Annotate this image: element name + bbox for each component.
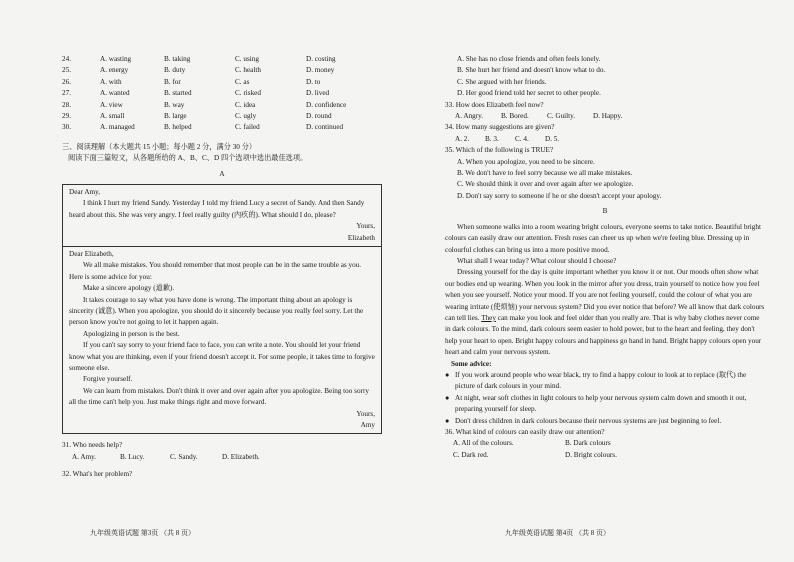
- option-d: D. Elizabeth.: [222, 452, 260, 461]
- letter2-sign-yours: Yours,: [356, 409, 375, 418]
- cloze-row: 28. A. view B. way C. idea D. confidence: [62, 100, 347, 109]
- letter2-paragraph: We all make mistakes. You should remember that most people can be in the same trouble as you. Here is some advice for you:: [69, 261, 362, 281]
- underlined-word: They: [481, 313, 496, 322]
- cloze-row: 27. A. wanted B. started C. risked D. lived: [62, 89, 330, 98]
- cloze-options-table: [62, 54, 382, 134]
- bullet-icon: ●: [445, 370, 450, 379]
- letter2-paragraph: Apologizing in person is the best.: [83, 329, 180, 338]
- passage-b-paragraph: What shall I wear today? What colour should I choose?: [457, 256, 617, 265]
- option-d: D. Bright colours.: [565, 450, 617, 459]
- passage-a-label: A: [219, 169, 225, 178]
- left-page: [62, 54, 382, 481]
- question-32-option: A. She has no close friends and often feels lonely.: [457, 55, 601, 63]
- letter2-greeting: Dear Elizabeth,: [69, 249, 114, 258]
- right-page: [445, 54, 765, 461]
- letter2-sign-name: Amy: [360, 421, 375, 430]
- option-b: B. Dark colours: [565, 439, 611, 448]
- letter1-greeting: Dear Amy,: [69, 187, 101, 196]
- option-c: C. Guilty.: [547, 112, 576, 121]
- option-d: D. Happy.: [593, 112, 623, 121]
- option-b: B. Bored.: [501, 112, 529, 121]
- passage-b: [445, 222, 765, 427]
- advice-item: ● Don't dress children in dark colours because their nervous systems are just beginning to feel.: [445, 416, 765, 427]
- passage-a-box: [62, 184, 382, 435]
- question-35-stem: 35. Which of the following is TRUE?: [445, 146, 554, 155]
- question-34-stem: 34. How many suggestions are given?: [445, 123, 555, 132]
- section-title: 三、阅读理解（本大题共 15 小题；每小题 2 分，满分 30 分）: [62, 142, 257, 151]
- option-c: C. Sandy.: [170, 452, 198, 461]
- question-36-stem: 36. What kind of colours can easily draw our attention?: [445, 428, 605, 436]
- bullet-icon: ●: [445, 416, 450, 425]
- question-36-options-row2: [445, 450, 765, 461]
- question-32-option: D. Her good friend told her secret to other people.: [457, 89, 601, 98]
- footer-left: 九年级英语试题 第3页 （共 8 页）: [90, 529, 195, 537]
- passage-b-paragraph: Dressing yourself for the day is quite important whether you know it or not. Our moods often show what our bodies end up wearing. When you look in the mirror after you dress, train yourself to notice how you feel when you see yourself. Notice your mood. If you are not feeling yourself, could the colour of what you are wearing irritate (使烦恼) your nervous system? Did you ever notice that before? We all know that dark colours can tell lies. They can make you look and feel older than you really are. That is why baby clothes never come in dark colours. To the mind, dark colours seem easier to hold power, but to the heart and feeling, they don't help your heart to open. Bright happy colours and happiness go hand in hand. Bright happy colours open your heart and calm your nervous system.: [445, 268, 765, 357]
- question-32-option: C. She argued with her friends.: [457, 77, 547, 86]
- section-instruction: 阅读下面三篇短文，从各题所给的 A、B、C、D 四个选项中选出最佳选项。: [68, 154, 308, 163]
- letter-divider: [63, 246, 381, 247]
- letter2-paragraph: Make a sincere apology (道歉).: [83, 284, 175, 293]
- option-b: B. 3.: [485, 134, 499, 143]
- passage-b-paragraph: When someone walks into a room wearing bright colours, everyone seems to take notice. Beautiful bright colours can easily draw our attention. Fresh roses can cheer us up when we're feeling blue. Dressing up in colourful clothes can bring us into a more positive mood.: [445, 222, 761, 254]
- question-32-stem: 32. What's her problem?: [62, 470, 133, 479]
- cloze-row: 29. A. small B. large C. ugly D. round: [62, 111, 332, 120]
- option-c: C. 4.: [515, 134, 529, 143]
- question-31-stem: 31. Who needs help?: [62, 441, 123, 450]
- option-a: A. Amy.: [72, 452, 97, 461]
- letter1-body: I think I hurt my friend Sandy. Yesterday I told my friend Lucy a secret of Sandy. And then Sandy heard about this. She was very angry. I feel really guilty (内疚的). What should I do, please?: [69, 199, 365, 219]
- option-a: A. 2.: [455, 134, 470, 143]
- question-33-stem: 33. How does Elizabeth feel now?: [445, 100, 544, 109]
- passage-b-label: B: [602, 207, 608, 216]
- cloze-row: 24. A. wasting B. taking C. using D. costing: [62, 55, 336, 63]
- letter2-paragraph: It takes courage to say what you have done is wrong. The important thing about an apology is sincerity (诚意). When you apologize, you should do it sincerely because you really feel sorry. Let the person know you're not going to let it happen again.: [69, 295, 364, 327]
- question-34-options: [445, 134, 765, 145]
- letter1-sign-name: Elizabeth: [347, 233, 375, 242]
- option-a: A. All of the colours.: [453, 439, 514, 448]
- letter2-paragraph: Forgive yourself.: [83, 375, 133, 384]
- option-b: B. Lucy.: [120, 452, 145, 461]
- question-31-options: [62, 452, 382, 463]
- advice-item: ● At night, wear soft clothes in light colours to help your nervous system calm down and smooth it out, preparing yourself for sleep.: [445, 393, 765, 416]
- question-35-option: B. We don't have to feel sorry because we all make mistakes.: [457, 169, 633, 178]
- cloze-row: 26. A. with B. for C. as D. to: [62, 77, 321, 86]
- cloze-row: 30. A. managed B. helped C. failed D. continued: [62, 123, 344, 132]
- letter2-paragraph: If you can't say sorry to your friend face to face, you can write a note. You should let your friend know what you are thinking, even if your friend doesn't accept it. For some people, it takes time to forgive someone else.: [69, 341, 375, 373]
- advice-title: Some advice:: [451, 359, 492, 368]
- question-33-options: [445, 111, 765, 122]
- question-36-options-row1: [445, 438, 765, 449]
- bullet-icon: ●: [445, 393, 450, 402]
- question-32-option: B. She hurt her friend and doesn't know what to do.: [457, 66, 606, 75]
- footer-right: 九年级英语试题 第4页 （共 8 页）: [505, 529, 610, 537]
- letter2-paragraph: We can learn from mistakes. Don't think it over and over again after you apologize. Being too sorry all the time can't help you. Just make things right and move forward.: [69, 386, 369, 407]
- question-35-option: D. Don't say sorry to someone if he or she doesn't accept your apology.: [457, 191, 662, 200]
- option-d: D. 5.: [545, 134, 560, 143]
- advice-item: ● If you work around people who wear black, try to find a happy colour to look at to replace (取代) the picture of dark colours in your mind.: [445, 370, 765, 393]
- cloze-row: 25. A. energy B. duty C. health D. money: [62, 66, 335, 75]
- option-c: C. Dark red.: [453, 450, 489, 459]
- letter1-sign-yours: Yours,: [356, 222, 375, 231]
- question-35-option: A. When you apologize, you need to be sincere.: [457, 157, 595, 166]
- question-35-option: C. We should think it over and over again after we apologize.: [457, 180, 634, 189]
- option-a: A. Angry.: [455, 112, 484, 121]
